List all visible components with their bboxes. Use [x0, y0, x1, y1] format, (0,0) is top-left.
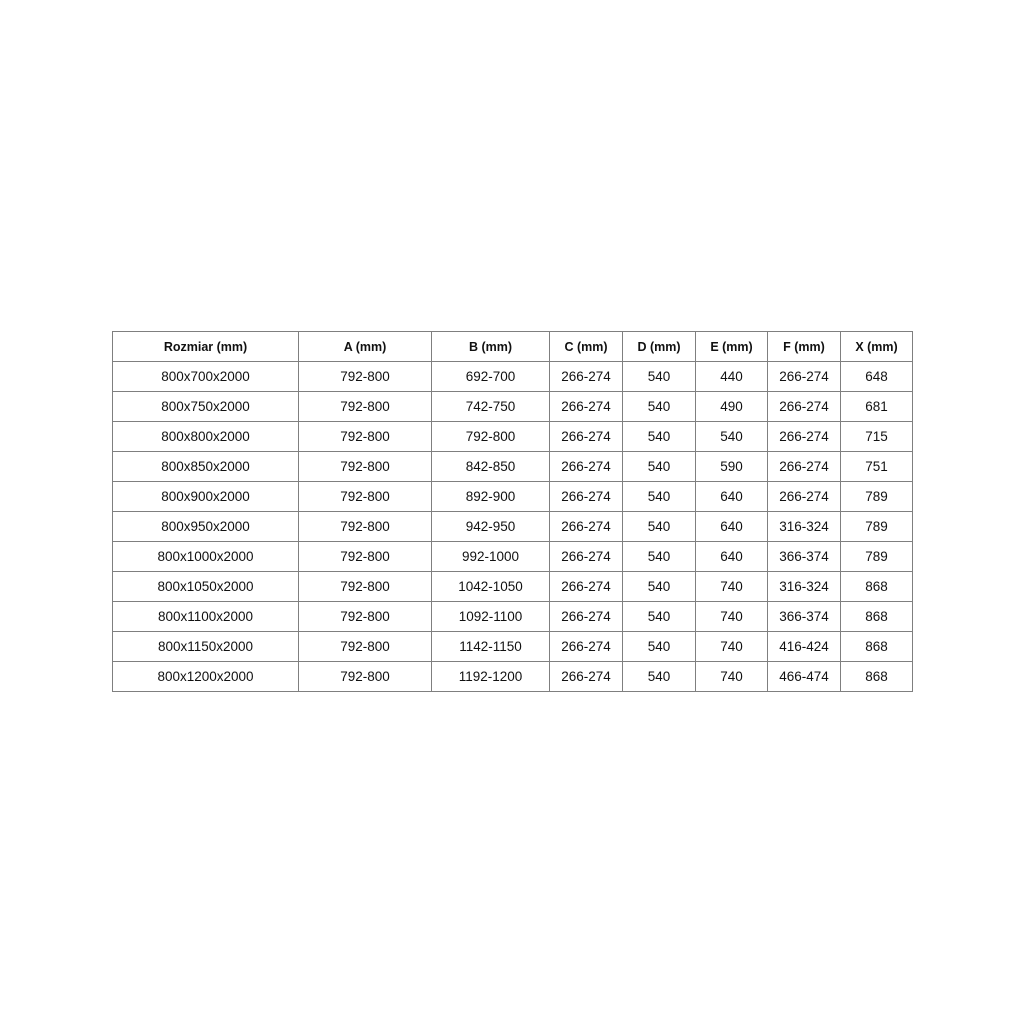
cell-d: 540 — [623, 572, 696, 602]
cell-c: 266-274 — [550, 452, 623, 482]
cell-rozmiar: 800x1050x2000 — [113, 572, 299, 602]
header-d: D (mm) — [623, 332, 696, 362]
cell-d: 540 — [623, 512, 696, 542]
cell-x: 789 — [841, 542, 913, 572]
cell-e: 640 — [696, 482, 768, 512]
cell-b: 1142-1150 — [432, 632, 550, 662]
cell-e: 640 — [696, 512, 768, 542]
cell-c: 266-274 — [550, 542, 623, 572]
cell-a: 792-800 — [299, 662, 432, 692]
cell-e: 740 — [696, 662, 768, 692]
cell-e: 590 — [696, 452, 768, 482]
cell-c: 266-274 — [550, 482, 623, 512]
cell-rozmiar: 800x850x2000 — [113, 452, 299, 482]
cell-e: 740 — [696, 602, 768, 632]
cell-c: 266-274 — [550, 392, 623, 422]
cell-b: 692-700 — [432, 362, 550, 392]
cell-c: 266-274 — [550, 362, 623, 392]
table-body — [113, 362, 913, 692]
cell-c: 266-274 — [550, 662, 623, 692]
cell-x: 868 — [841, 572, 913, 602]
cell-b: 1192-1200 — [432, 662, 550, 692]
cell-b: 892-900 — [432, 482, 550, 512]
cell-rozmiar: 800x1200x2000 — [113, 662, 299, 692]
cell-d: 540 — [623, 662, 696, 692]
cell-d: 540 — [623, 392, 696, 422]
cell-f: 266-274 — [768, 482, 841, 512]
cell-x: 868 — [841, 662, 913, 692]
cell-x: 789 — [841, 512, 913, 542]
cell-a: 792-800 — [299, 632, 432, 662]
cell-b: 792-800 — [432, 422, 550, 452]
cell-d: 540 — [623, 632, 696, 662]
cell-rozmiar: 800x750x2000 — [113, 392, 299, 422]
table-row — [113, 362, 913, 392]
cell-c: 266-274 — [550, 422, 623, 452]
cell-e: 540 — [696, 422, 768, 452]
cell-b: 842-850 — [432, 452, 550, 482]
cell-c: 266-274 — [550, 512, 623, 542]
table-row — [113, 422, 913, 452]
cell-e: 640 — [696, 542, 768, 572]
table-row — [113, 602, 913, 632]
table-row — [113, 632, 913, 662]
cell-d: 540 — [623, 482, 696, 512]
cell-rozmiar: 800x900x2000 — [113, 482, 299, 512]
cell-e: 490 — [696, 392, 768, 422]
cell-a: 792-800 — [299, 602, 432, 632]
header-x: X (mm) — [841, 332, 913, 362]
cell-a: 792-800 — [299, 392, 432, 422]
cell-b: 1092-1100 — [432, 602, 550, 632]
cell-f: 266-274 — [768, 422, 841, 452]
cell-rozmiar: 800x950x2000 — [113, 512, 299, 542]
cell-a: 792-800 — [299, 542, 432, 572]
cell-rozmiar: 800x800x2000 — [113, 422, 299, 452]
cell-f: 366-374 — [768, 542, 841, 572]
cell-d: 540 — [623, 602, 696, 632]
cell-c: 266-274 — [550, 602, 623, 632]
cell-x: 648 — [841, 362, 913, 392]
cell-rozmiar: 800x700x2000 — [113, 362, 299, 392]
cell-b: 742-750 — [432, 392, 550, 422]
cell-f: 316-324 — [768, 512, 841, 542]
cell-a: 792-800 — [299, 422, 432, 452]
cell-b: 942-950 — [432, 512, 550, 542]
cell-x: 868 — [841, 602, 913, 632]
header-a: A (mm) — [299, 332, 432, 362]
table-row — [113, 542, 913, 572]
cell-c: 266-274 — [550, 632, 623, 662]
cell-rozmiar: 800x1150x2000 — [113, 632, 299, 662]
header-e: E (mm) — [696, 332, 768, 362]
table-row — [113, 512, 913, 542]
cell-b: 1042-1050 — [432, 572, 550, 602]
cell-f: 416-424 — [768, 632, 841, 662]
cell-b: 992-1000 — [432, 542, 550, 572]
cell-x: 681 — [841, 392, 913, 422]
cell-c: 266-274 — [550, 572, 623, 602]
header-c: C (mm) — [550, 332, 623, 362]
header-f: F (mm) — [768, 332, 841, 362]
cell-x: 715 — [841, 422, 913, 452]
table-row — [113, 452, 913, 482]
table-row — [113, 392, 913, 422]
table-row — [113, 482, 913, 512]
cell-e: 440 — [696, 362, 768, 392]
cell-a: 792-800 — [299, 362, 432, 392]
cell-x: 868 — [841, 632, 913, 662]
cell-f: 266-274 — [768, 362, 841, 392]
cell-f: 466-474 — [768, 662, 841, 692]
cell-f: 366-374 — [768, 602, 841, 632]
cell-a: 792-800 — [299, 572, 432, 602]
cell-e: 740 — [696, 572, 768, 602]
cell-rozmiar: 800x1100x2000 — [113, 602, 299, 632]
header-b: B (mm) — [432, 332, 550, 362]
cell-d: 540 — [623, 362, 696, 392]
cell-d: 540 — [623, 452, 696, 482]
table-header-row — [113, 332, 913, 362]
header-rozmiar: Rozmiar (mm) — [113, 332, 299, 362]
cell-e: 740 — [696, 632, 768, 662]
table-row — [113, 572, 913, 602]
cell-f: 316-324 — [768, 572, 841, 602]
table-row — [113, 662, 913, 692]
cell-a: 792-800 — [299, 482, 432, 512]
cell-a: 792-800 — [299, 452, 432, 482]
cell-d: 540 — [623, 542, 696, 572]
cell-f: 266-274 — [768, 452, 841, 482]
cell-x: 789 — [841, 482, 913, 512]
cell-a: 792-800 — [299, 512, 432, 542]
cell-f: 266-274 — [768, 392, 841, 422]
cell-d: 540 — [623, 422, 696, 452]
cell-x: 751 — [841, 452, 913, 482]
cell-rozmiar: 800x1000x2000 — [113, 542, 299, 572]
dimensions-table — [112, 331, 913, 692]
